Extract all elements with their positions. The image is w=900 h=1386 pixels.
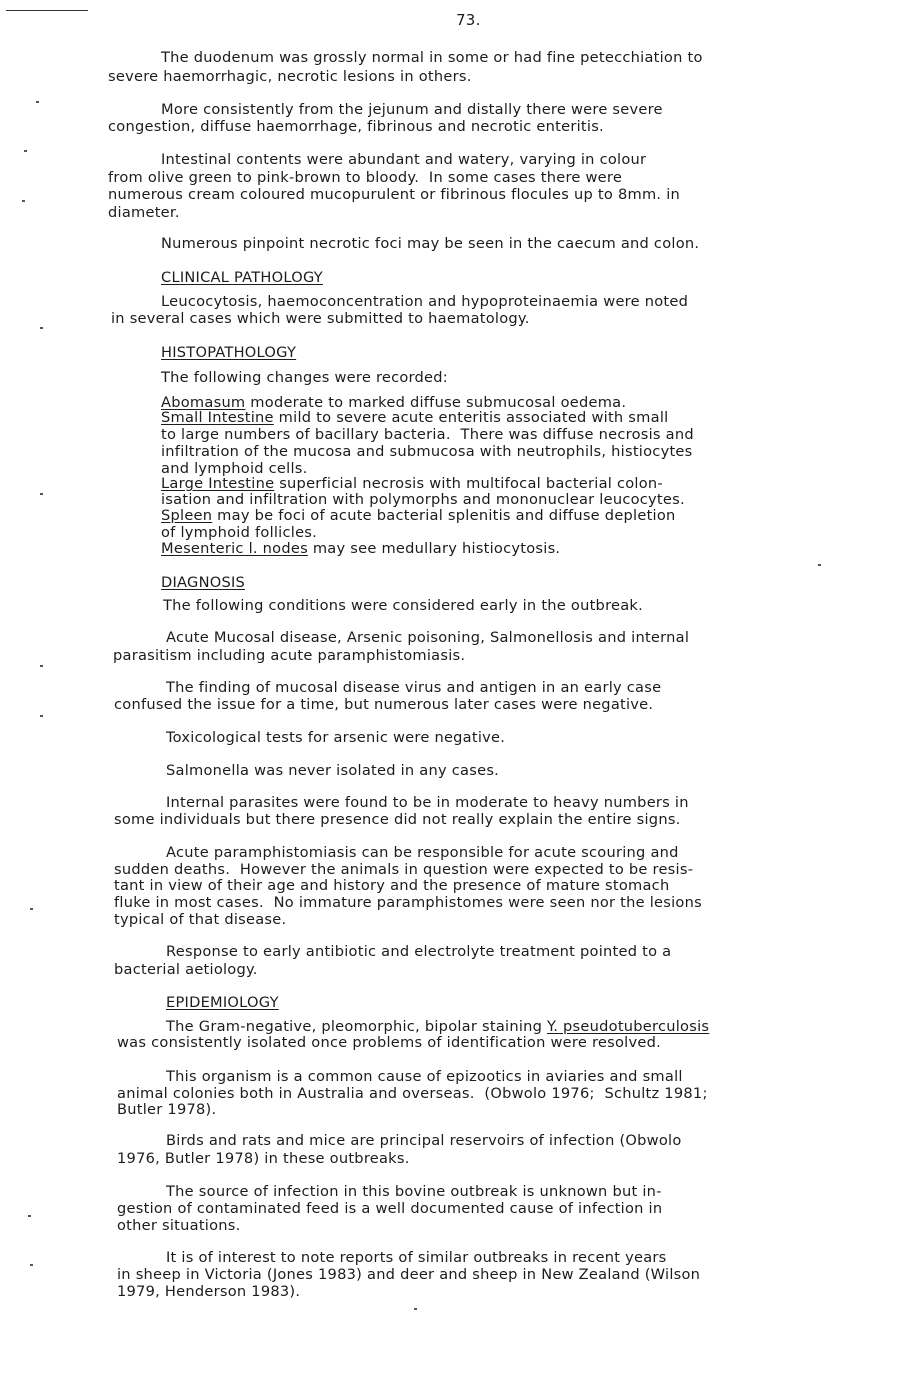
para-paramphistomiasis-line5: typical of that disease. — [114, 911, 287, 928]
histo-spleen — [161, 508, 676, 525]
heading-clinical-pathology: CLINICAL PATHOLOGY — [161, 269, 323, 286]
para-birds-rats-line2: 1976, Butler 1978) in these outbreaks. — [117, 1150, 410, 1167]
term-small-intestine: Small Intestine — [161, 409, 274, 426]
mesenteric-text: may see medullary histiocytosis. — [307, 540, 561, 557]
para-following-changes: The following changes were recorded: — [161, 369, 448, 386]
para-leucocytosis-line1: Leucocytosis, haemoconcentration and hypoproteinaemia were noted — [161, 293, 689, 310]
scan-speck — [40, 493, 43, 495]
term-spleen: Spleen — [161, 507, 213, 524]
spleen-text: may be foci of acute bacterial splenitis and diffuse depletion — [212, 507, 676, 524]
para-toxicological: Toxicological tests for arsenic were negative. — [166, 729, 506, 746]
para-source-line1: The source of infection in this bovine outbreak is unknown but in- — [166, 1183, 662, 1200]
term-mesenteric-nodes: Mesenteric l. nodes — [161, 540, 308, 557]
histo-small-line2: infiltration of the mucosa and submucosa with neutrophils, histiocytes — [161, 443, 693, 460]
scan-speck — [40, 715, 43, 717]
para-mucosal-virus-line1: The finding of mucosal disease virus and antigen in an early case — [166, 679, 662, 696]
para-contents-line2: from olive green to pink-brown to bloody. In some cases there were — [108, 169, 623, 186]
para-response-line2: bacterial aetiology. — [114, 961, 258, 978]
para-leucocytosis-line2: in several cases which were submitted to haematology. — [111, 310, 530, 327]
scan-speck — [818, 564, 821, 566]
heading-epidemiology: EPIDEMIOLOGY — [166, 994, 279, 1011]
term-large-intestine: Large Intestine — [161, 475, 275, 492]
para-salmonella: Salmonella was never isolated in any cases. — [166, 762, 500, 779]
top-margin-rule — [6, 10, 88, 11]
abomasum-text: moderate to marked diffuse submucosal oedema. — [245, 394, 627, 411]
para-contents-line4: diameter. — [108, 204, 180, 221]
term-y-pseudotuberculosis: Y. pseudotuberculosis — [547, 1018, 710, 1035]
para-duodenum-line2: severe haemorrhagic, necrotic lesions in others. — [108, 68, 472, 85]
para-paramphistomiasis-line4: fluke in most cases. No immature paramphistomes were seen nor the lesions — [114, 894, 702, 911]
para-interest-line1: It is of interest to note reports of similar outbreaks in recent years — [166, 1249, 667, 1266]
scan-speck — [22, 200, 25, 202]
para-birds-rats-line1: Birds and rats and mice are principal reservoirs of infection (Obwolo — [166, 1132, 682, 1149]
histo-mesenteric — [161, 541, 560, 558]
para-parasites-line1: Internal parasites were found to be in moderate to heavy numbers in — [166, 794, 689, 811]
para-jejunum-line2: congestion, diffuse haemorrhage, fibrinous and necrotic enteritis. — [108, 118, 604, 135]
para-contents-line3: numerous cream coloured mucopurulent or fibrinous flocules up to 8mm. in — [108, 186, 680, 203]
scan-speck — [30, 1264, 33, 1266]
histo-small-line1: to large numbers of bacillary bacteria. There was diffuse necrosis and — [161, 426, 694, 443]
para-response-line1: Response to early antibiotic and electrolyte treatment pointed to a — [166, 943, 672, 960]
para-duodenum-line1: The duodenum was grossly normal in some or had fine petecchiation to — [161, 49, 703, 66]
scan-speck — [30, 908, 33, 910]
para-necrotic-foci: Numerous pinpoint necrotic foci may be seen in the caecum and colon. — [161, 235, 700, 252]
heading-histopathology: HISTOPATHOLOGY — [161, 344, 297, 361]
para-jejunum-line1: More consistently from the jejunum and distally there were severe — [161, 101, 663, 118]
para-interest-line2: in sheep in Victoria (Jones 1983) and deer and sheep in New Zealand (Wilson — [117, 1266, 701, 1283]
page-number: 73. — [456, 11, 481, 29]
para-paramphistomiasis-line1: Acute paramphistomiasis can be responsible for acute scouring and — [166, 844, 679, 861]
small-intestine-text: mild to severe acute enteritis associated with small — [273, 409, 669, 426]
para-conditions: The following conditions were considered early in the outbreak. — [163, 597, 644, 614]
term-abomasum: Abomasum — [161, 394, 246, 411]
histo-large-line1: isation and infiltration with polymorphs and mononuclear leucocytes. — [161, 491, 685, 508]
scan-speck — [24, 150, 27, 152]
para-acute-mucosal-line2: parasitism including acute paramphistomiasis. — [113, 647, 466, 664]
para-paramphistomiasis-line3: tant in view of their age and history and the presence of mature stomach — [114, 877, 670, 894]
histo-small-line3: and lymphoid cells. — [161, 460, 308, 477]
histo-small-intestine — [161, 410, 668, 427]
para-interest-line3: 1979, Henderson 1983). — [117, 1283, 301, 1300]
para-paramphistomiasis-line2: sudden deaths. However the animals in question were expected to be resis- — [114, 861, 694, 878]
para-organism-line3: Butler 1978). — [117, 1101, 217, 1118]
para-source-line3: other situations. — [117, 1217, 241, 1234]
para-source-line2: gestion of contaminated feed is a well documented cause of infection in — [117, 1200, 663, 1217]
scan-speck — [40, 327, 43, 329]
large-intestine-text: superficial necrosis with multifocal bacterial colon- — [274, 475, 663, 492]
para-contents-line1: Intestinal contents were abundant and watery, varying in colour — [161, 151, 647, 168]
scan-speck — [40, 665, 43, 667]
para-acute-mucosal-line1: Acute Mucosal disease, Arsenic poisoning, Salmonellosis and internal — [166, 629, 690, 646]
scan-speck — [414, 1308, 417, 1310]
para-organism-line1: This organism is a common cause of epizootics in aviaries and small — [166, 1068, 683, 1085]
para-gram-negative-line2: was consistently isolated once problems of identification were resolved. — [117, 1034, 661, 1051]
para-mucosal-virus-line2: confused the issue for a time, but numerous later cases were negative. — [114, 696, 654, 713]
para-organism-line2: animal colonies both in Australia and overseas. (Obwolo 1976; Schultz 1981; — [117, 1085, 708, 1102]
scan-speck — [36, 101, 39, 103]
histo-spleen-line1: of lymphoid follicles. — [161, 524, 318, 541]
para-parasites-line2: some individuals but there presence did not really explain the entire signs. — [114, 811, 681, 828]
heading-diagnosis: DIAGNOSIS — [161, 574, 246, 591]
gram-negative-text: The Gram-negative, pleomorphic, bipolar staining — [166, 1018, 548, 1035]
scan-speck — [28, 1215, 31, 1217]
